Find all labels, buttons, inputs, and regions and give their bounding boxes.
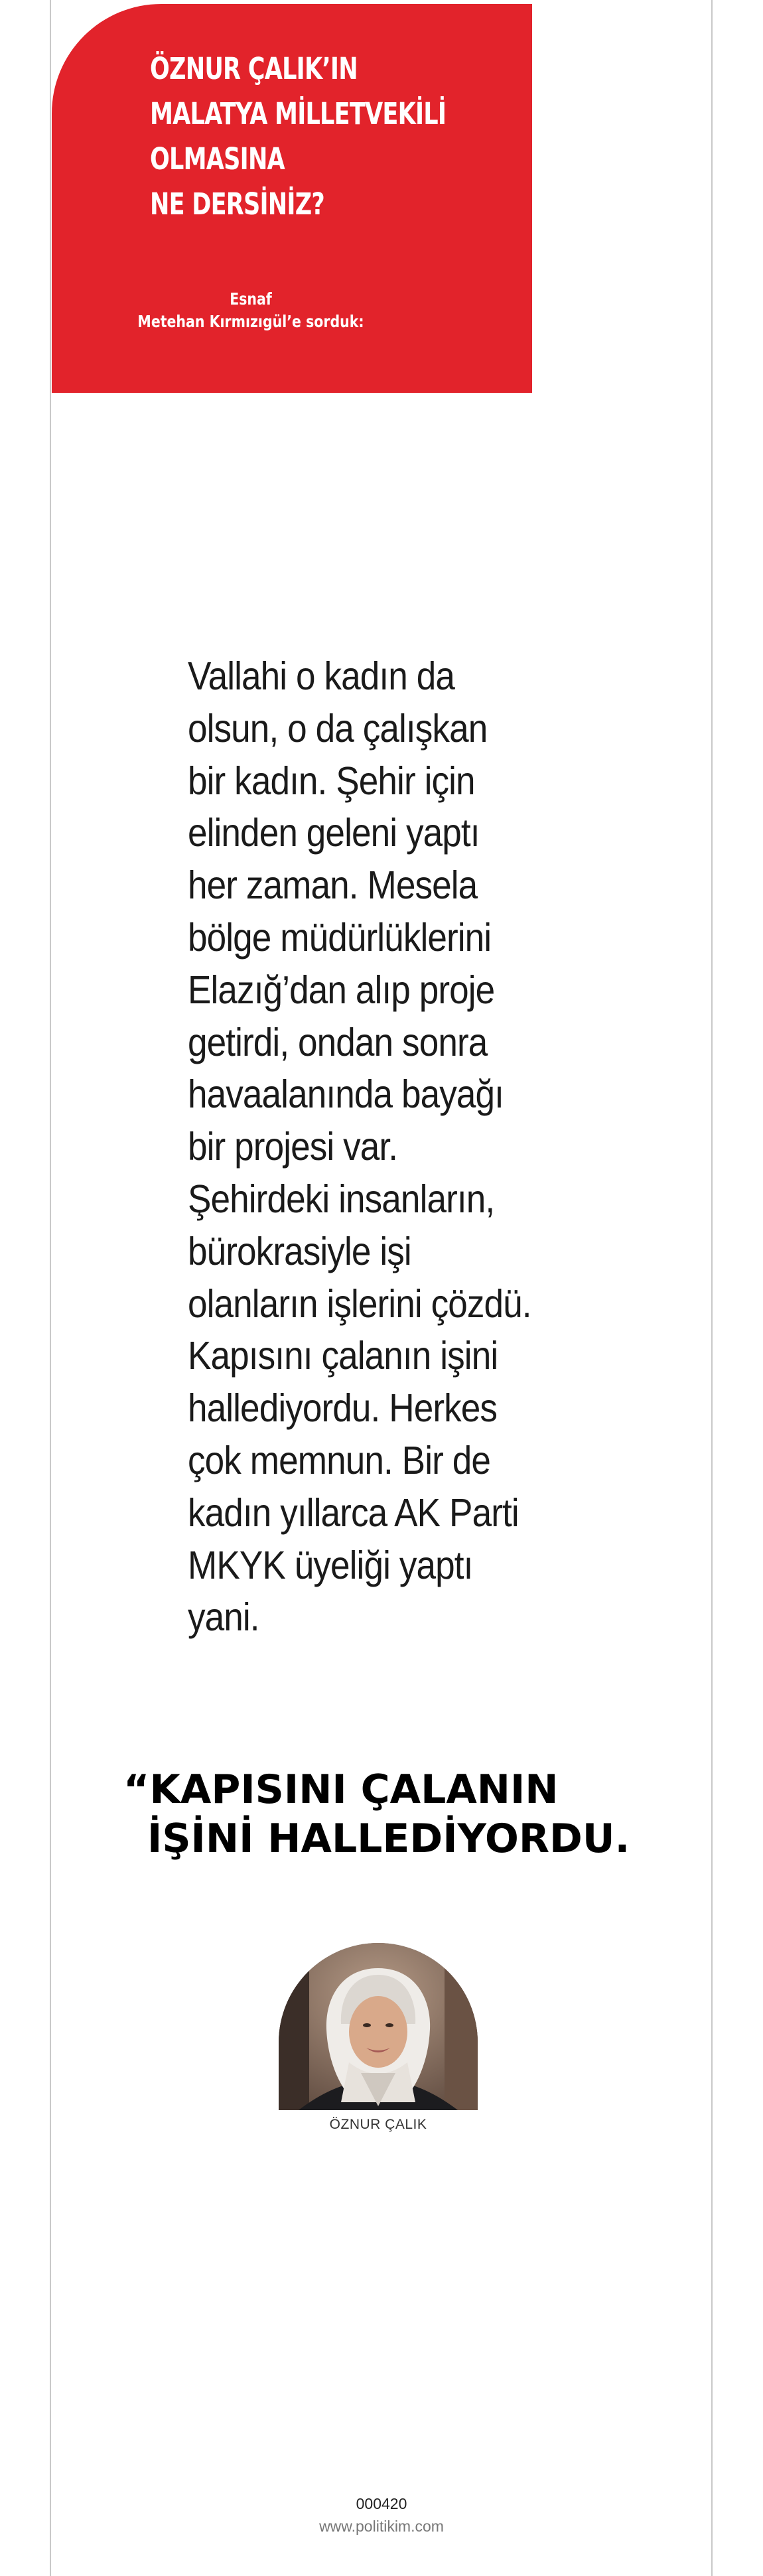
pull-quote-line: İŞİNİ HALLEDİYORDU.: [147, 1816, 630, 1862]
answer-line: Şehirdeki insanların,: [188, 1177, 495, 1221]
answer-line: yani.: [188, 1595, 259, 1640]
interview-answer: [188, 650, 570, 1644]
answer-line: havaalanında bayağı: [188, 1072, 504, 1117]
byline-role: Esnaf: [230, 289, 272, 309]
headline: [150, 46, 446, 227]
answer-line: her zaman. Mesela: [188, 863, 478, 908]
answer-line: getirdi, ondan sonra: [188, 1020, 488, 1064]
pull-quote: [123, 1765, 630, 1863]
portrait-photo: [279, 1943, 478, 2110]
answer-line: Vallahi o kadın da: [188, 654, 455, 698]
left-margin-rule: [50, 0, 51, 2576]
answer-line: kadın yıllarca AK Parti: [188, 1490, 519, 1535]
answer-line: Kapısını çalanın işini: [188, 1334, 498, 1378]
byline-name: Metehan Kırmızıgül’e sorduk:: [137, 312, 364, 331]
headline-line: ÖZNUR ÇALIK’IN: [150, 51, 358, 86]
byline: [88, 288, 414, 333]
answer-line: bir projesi var.: [188, 1125, 398, 1169]
answer-line: olsun, o da çalışkan: [188, 706, 488, 751]
site-url[interactable]: www.politikim.com: [319, 2518, 444, 2535]
answer-line: elinden geleni yaptı: [188, 811, 480, 855]
answer-line: bir kadın. Şehir için: [188, 758, 475, 803]
portrait-caption: ÖZNUR ÇALIK: [329, 2117, 427, 2132]
headline-line: MALATYA MİLLETVEKİLİ: [150, 96, 447, 131]
portrait-illustration: [279, 1943, 478, 2110]
headline-line: OLMASINA: [150, 141, 285, 177]
answer-line: bürokrasiyle işi: [188, 1229, 411, 1273]
headline-line: NE DERSİNİZ?: [150, 186, 324, 222]
page-code: 000420: [356, 2495, 407, 2512]
answer-line: Elazığ’dan alıp proje: [188, 967, 495, 1012]
answer-line: MKYK üyeliği yaptı: [188, 1543, 473, 1587]
answer-line: çok memnun. Bir de: [188, 1438, 491, 1482]
right-margin-rule: [711, 0, 713, 2576]
answer-line: bölge müdürlüklerini: [188, 915, 492, 960]
header-box: [52, 4, 532, 393]
pull-quote-line: “KAPISINI ÇALANIN: [123, 1766, 559, 1813]
answer-line: hallediyordu. Herkes: [188, 1386, 498, 1431]
answer-line: olanların işlerini çözdü.: [188, 1281, 531, 1326]
